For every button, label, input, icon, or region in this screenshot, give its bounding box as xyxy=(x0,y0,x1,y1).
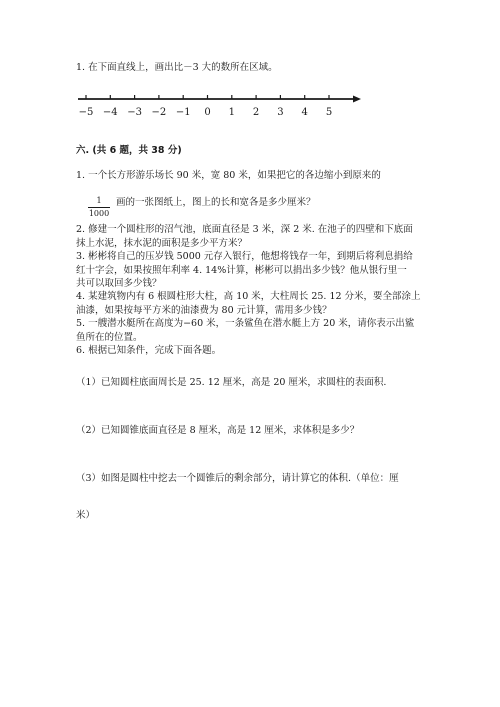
problem-6-text: 6. 根据已知条件，完成下面各题。 xyxy=(76,345,222,356)
problem-3-text-cont: 红十字会，如果按照年利率 4. 14%计算，彬彬可以捐出多少钱？他从银行里一 xyxy=(76,265,407,276)
number-line-label: −4 xyxy=(102,107,118,118)
number-line-label: −3 xyxy=(127,107,142,118)
number-line-label: −5 xyxy=(78,107,94,118)
number-line-label: 3 xyxy=(277,107,284,118)
problem-3-text-end: 共可以取回多少钱？ xyxy=(76,278,162,289)
fraction-scale xyxy=(88,196,110,219)
number-line-label: 2 xyxy=(252,107,260,118)
problem-2-text: 2. 修建一个圆柱形的沼气池，底面直径是 3 米，深 2 米. 在池子的四壁和下底面 xyxy=(76,224,413,235)
problem-6-sub-1: （1）已知圆柱底面周长是 25. 12 厘米，高是 20 厘米，求圆柱的表面积. xyxy=(76,377,387,388)
problem-4-text-cont: 油漆，如果按每平方米的油漆费为 80 元计算，需用多少钱？ xyxy=(76,305,332,316)
problem-1-text-cont: 画的一张图纸上，图上的长和宽各是多少厘米？ xyxy=(116,197,316,208)
problem-3-text: 3. 彬彬将自己的压岁钱 5000 元存入银行，他想将钱存一年，到期后将利息捐给 xyxy=(76,251,413,262)
number-line-label: 5 xyxy=(325,107,333,118)
problem-6-sub-3-cont: 米） xyxy=(76,510,96,521)
problem-1-text: 1. 一个长方形游乐场长 90 米，宽 80 米，如果把它的各边缩小到原来的 xyxy=(76,170,381,181)
problem-6-sub-2: （2）已知圆锥底面直径是 8 厘米，高是 12 厘米，求体积是多少？ xyxy=(76,425,360,436)
fraction-denominator: 1000 xyxy=(88,209,110,218)
problem-5-text-cont: 鱼所在的位置。 xyxy=(76,332,143,343)
problem-5-text: 5. 一艘潜水艇所在高度为−60 米，一条鲨鱼在潜水艇上方 20 米，请你表示出鲨 xyxy=(76,318,415,329)
number-line-label: 0 xyxy=(204,107,211,118)
section-heading: 六. (共 6 题，共 38 分) xyxy=(76,145,182,156)
problem-4-text: 4. 某建筑物内有 6 根圆柱形大柱，高 10 米，大柱周长 25. 12 分米，要全部涂上 xyxy=(76,291,421,302)
number-line-question: 1. 在下面直线上，画出比－3 大的数所在区域。 xyxy=(76,62,278,73)
fraction-bar xyxy=(88,207,110,208)
number-line-label: 4 xyxy=(301,107,308,118)
number-line-label: −2 xyxy=(151,107,167,118)
number-line-label: −1 xyxy=(175,107,191,118)
number-line-arrow xyxy=(353,96,361,103)
problem-2-text-cont: 抹上水泥，抹水泥的面积是多少平方米？ xyxy=(76,238,248,249)
problem-6-sub-3: （3）如图是圆柱中挖去一个圆锥后的剩余部分，请计算它的体积.（单位：厘 xyxy=(76,473,399,484)
fraction-numerator: 1 xyxy=(96,196,102,205)
number-line-label: 1 xyxy=(228,107,235,118)
number-line xyxy=(0,85,500,215)
